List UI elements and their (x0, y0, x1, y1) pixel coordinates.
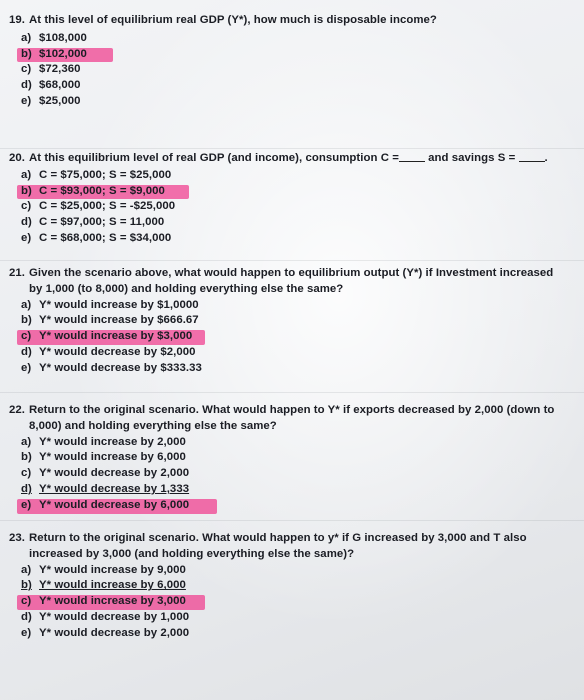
option-c (21, 466, 569, 482)
option-text: C = $97,000; S = 11,000 (39, 216, 165, 229)
option-text: Y* would increase by 9,000 (39, 563, 186, 576)
option-text: C = $25,000; S = -$25,000 (39, 200, 176, 213)
paper-fold-line (0, 148, 584, 149)
option-letter: b) (21, 451, 32, 464)
question-20 (9, 151, 574, 247)
option-d (21, 215, 574, 231)
option-text: C = $68,000; S = $34,000 (39, 231, 172, 244)
option-text: Y* would increase by $1,0000 (39, 298, 199, 311)
option-letter: b) (21, 314, 32, 327)
paper-fold-line (0, 260, 584, 261)
option-d (21, 78, 569, 94)
answer-blank (399, 161, 425, 162)
option-letter: d) (21, 79, 32, 92)
option-text: Y* would increase by 3,000 (39, 595, 186, 608)
paper-fold-line (0, 392, 584, 393)
option-text: Y* would increase by $3,000 (39, 330, 193, 343)
option-a (21, 31, 569, 47)
option-letter: c) (21, 330, 32, 343)
option-text: Y* would decrease by $333.33 (39, 361, 202, 374)
option-letter: a) (21, 563, 32, 576)
option-d (21, 610, 569, 626)
option-b-highlighted (21, 184, 574, 200)
option-letter: a) (21, 298, 32, 311)
option-text: $102,000 (39, 47, 87, 60)
option-a (21, 298, 569, 314)
option-text: $68,000 (39, 79, 81, 92)
option-text: Y* would increase by 2,000 (39, 435, 186, 448)
option-letter: c) (21, 467, 32, 480)
option-letter: a) (21, 31, 32, 44)
option-text: Y* would decrease by 2,000 (39, 467, 190, 480)
option-letter: b) (21, 579, 32, 592)
option-text: Y* would decrease by 2,000 (39, 626, 190, 639)
option-c (21, 62, 569, 78)
option-text: Y* would increase by 6,000 (39, 579, 186, 592)
option-letter: e) (21, 94, 32, 107)
option-letter: d) (21, 216, 32, 229)
option-text: $108,000 (39, 31, 87, 44)
option-letter: e) (21, 626, 32, 639)
option-d (21, 345, 569, 361)
question-stem (9, 151, 574, 167)
option-text: C = $93,000; S = $9,000 (39, 184, 165, 197)
option-text: Y* would decrease by 6,000 (39, 498, 190, 511)
option-e (21, 626, 569, 642)
option-text: $25,000 (39, 94, 81, 107)
option-letter: a) (21, 435, 32, 448)
question-stem (9, 13, 569, 29)
option-c (21, 199, 574, 215)
option-b (21, 313, 569, 329)
question-number: 20. (9, 152, 25, 164)
question-text-part: and savings S = (428, 152, 516, 164)
option-d-underlined (21, 482, 569, 498)
option-text: Y* would decrease by 1,000 (39, 610, 190, 623)
option-text: Y* would increase by $666.67 (39, 314, 199, 327)
option-letter: e) (21, 231, 32, 244)
option-a (21, 435, 569, 451)
option-letter: e) (21, 498, 32, 511)
option-b (21, 450, 569, 466)
answer-blank (519, 161, 545, 162)
option-text: Y* would increase by 6,000 (39, 451, 186, 464)
question-21 (9, 266, 569, 377)
option-c-highlighted (21, 329, 569, 345)
option-letter: e) (21, 361, 32, 374)
question-text: Return to the original scenario. What would happen to y* if G increased by 3,000 and T also increased by 3,000 (and holding everything else the same)? (29, 532, 527, 560)
option-c-highlighted (21, 594, 569, 610)
question-text-part: At this equilibrium level of real GDP (and income), consumption C = (29, 152, 399, 164)
question-22 (9, 403, 569, 514)
option-text: C = $75,000; S = $25,000 (39, 168, 172, 181)
question-stem (9, 266, 569, 298)
question-number: 22. (9, 404, 25, 416)
question-number: 21. (9, 267, 25, 279)
option-e (21, 94, 569, 110)
option-letter: b) (21, 184, 32, 197)
option-text: Y* would decrease by $2,000 (39, 345, 196, 358)
option-letter: d) (21, 482, 32, 495)
question-text: Return to the original scenario. What would happen to Y* if exports decreased by 2,000 (down to 8,000) and holding everything else the same? (29, 404, 555, 432)
option-letter: a) (21, 168, 32, 181)
question-text: Given the scenario above, what would happen to equilibrium output (Y*) if Investment increased by 1,000 (to 8,000) and holding everything else the same? (29, 267, 554, 295)
question-stem (9, 531, 569, 563)
option-letter: b) (21, 47, 32, 60)
option-letter: d) (21, 345, 32, 358)
option-b-highlighted (21, 47, 569, 63)
question-19 (9, 13, 569, 110)
option-e (21, 231, 574, 247)
option-e (21, 361, 569, 377)
option-e-highlighted (21, 498, 569, 514)
question-text (29, 151, 548, 167)
question-23 (9, 531, 569, 642)
option-a (21, 563, 569, 579)
option-b-underlined (21, 578, 569, 594)
question-text: At this level of equilibrium real GDP (Y*), how much is disposable income? (29, 14, 437, 26)
option-a (21, 168, 574, 184)
question-text-part: . (544, 152, 548, 164)
question-number: 23. (9, 532, 25, 544)
paper-fold-line (0, 520, 584, 521)
question-stem (9, 403, 569, 435)
option-letter: c) (21, 595, 32, 608)
option-text: $72,360 (39, 63, 81, 76)
option-letter: c) (21, 63, 32, 76)
option-letter: d) (21, 610, 32, 623)
option-letter: c) (21, 200, 32, 213)
option-text: Y* would decrease by 1,333 (39, 482, 190, 495)
question-number: 19. (9, 14, 25, 26)
